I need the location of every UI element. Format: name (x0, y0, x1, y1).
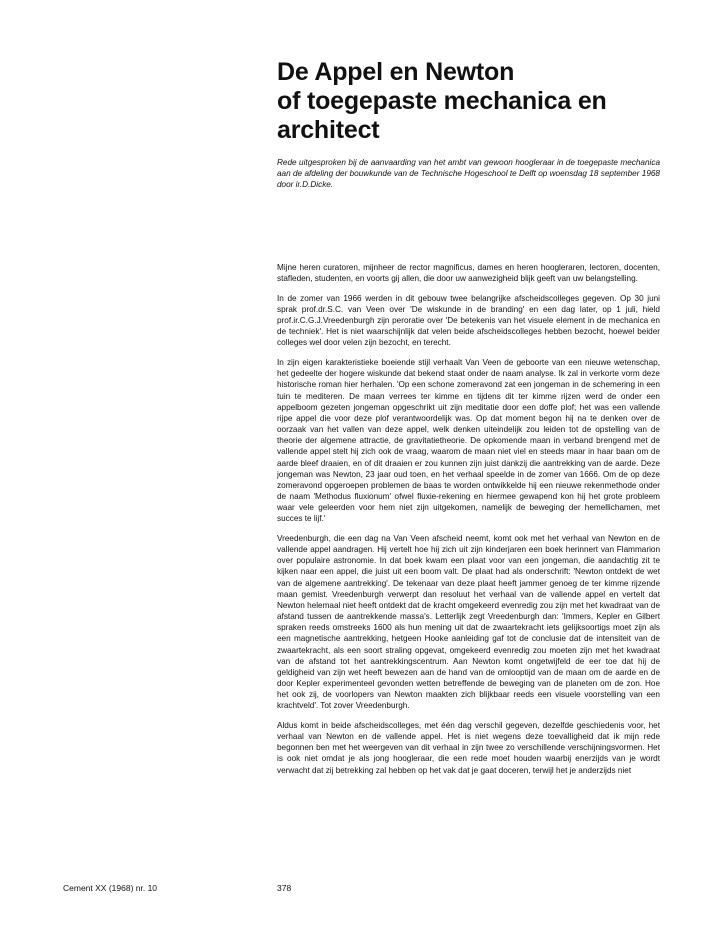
journal-reference: Cement XX (1968) nr. 10 (63, 883, 158, 893)
title-line: architect (277, 116, 380, 144)
body-paragraph: Mijne heren curatoren, mijnheer de rector magnificus, dames en heren hoogleraren, lectoren, docenten, stafleden, studenten, en voorts gij allen, die door uw aanwezigheid blijk geeft van uw belangstelling. (277, 263, 660, 284)
title-line: of toegepaste mechanica en (277, 87, 607, 115)
body-paragraph: Aldus komt in beide afscheidscolleges, met één dag verschil gegeven, dezelfde geschiedenis voor, het verhaal van Newton en de vallende appel. Het is niet wegens deze toevalligheid dat ik mijn rede begonnen ben met het weergeven van dit verhaal in zijn twee zo verschillende verschijningsvormen. Het is ook niet omdat je als jong hoogleraar, die een rede moet houden waarbij enerzijds van je wordt verwacht dat zij betrekking zal hebben op het vak dat je gaat doceren, terwijl het je anderzijds niet (277, 720, 660, 775)
article-body (277, 262, 660, 784)
article-title (277, 58, 697, 145)
title-line: De Appel en Newton (277, 58, 515, 86)
body-paragraph: In zijn eigen karakteristieke boeiende stijl verhaalt Van Veen de geboorte van een nieuwe wetenschap, het gedeelte der hogere wiskunde dat bekend staat onder de naam analyse. Ik zal in verkorte vorm deze historische roman hier herhalen. 'Op een schone zomeravond zat een jongeman in de schemering in een tuin te mediteren. De maan verrees ter kimme en tijdens dit ter kimme rijzen werd de onder een appelboom gezeten jongeman opgeschrikt uit zijn meditatie door een doffe plof; het was een vallende rijpe appel die voor deze plof verantwoordelijk was. Op dat moment begon hij na te denken over de oorzaak van het vallen van deze appel, welk denken uiteindelijk zou leiden tot de opstelling van de theorie der algemene attractie, de gravitatietheorie. De opkomende maan in verband brengend met de vallende appel stelt hij zich ook de vraag, waarom de maan niet viel en steeds maar in haar baan om de aarde bleef draaien, en of dit draaien er zou kunnen zijn juist dankzij die aantrekking van de aarde. Deze jongeman was Newton, 23 jaar oud toen, en het verhaal speelde in de zomer van 1666. Om de op deze zomeravond opgeroepen problemen de baas te worden ontwikkelde hij een nieuwe rekenmethode onder de naam 'Methodus fluxionum' ofwel fluxie-rekening en hiermee gewapend kon hij het grote probleem waar vele geleerden voor hem niet zijn uitgekomen, namelijk de beweging der hemellichamen, met succes te lijf.' (277, 358, 660, 524)
body-paragraph: In de zomer van 1966 werden in dit gebouw twee belangrijke afscheidscolleges gegeven. Op 30 juni sprak prof.dr.S.C. van Veen over 'De wiskunde in de branding' en een dag later, op 1 juli, hield prof.ir.C.G.J.Vreedenburgh zijn peroratie over 'De betekenis van het visuele element in de mechanica en de techniek'. Het is niet waarschijnlijk dat velen beide afscheidscolleges hebben bezocht, hoewel beider colleges wel door velen zijn bezocht, en terecht. (277, 293, 660, 348)
article-subtitle: Rede uitgesproken bij de aanvaarding van het ambt van gewoon hoogleraar in de toegepaste mechanica aan de afdeling der bouwkunde van de Technische Hogeschool te Delft op woensdag 18 september 1968 door ir.D.Dicke. (277, 158, 660, 190)
page-number: 378 (277, 883, 292, 893)
body-paragraph: Vreedenburgh, die een dag na Van Veen afscheid neemt, komt ook met het verhaal van Newton en de vallende appel aandragen. Hij vertelt hoe hij zich uit zijn kinderjaren een boek herinnert van Flammarion over populaire astronomie. In dat boek kwam een plaat voor van een jongeman, die aandachtig zit te kijken naar een appel, die juist uit een boom valt. De plaat had als onderschrift: 'Newton ontdekt de wet van de algemene aantrekking'. De tekenaar van deze plaat heeft jammer genoeg de ter kimme rijzende maan gemist. Vreedenburgh verwerpt dan resoluut het verhaal van de vallende appel en vertelt dat Newton helemaal niet heeft ontdekt dat de kracht omgekeerd evenredig zou zijn met het kwadraat van de afstand tussen de aantrekkende massa's. Letterlijk zegt Vreedenburgh dan: 'Immers, Kepler en Gilbert spraken reeds omstreeks 1600 als hun mening uit dat de zwaartekracht iets gelijksoortigs moet zijn als een magnetische aantrekking, hetgeen Hooke aanleiding gaf tot de conclusie dat de intensiteit van de zwaartekracht, als een soort straling opgevat, omgekeerd evenredig zou moeten zijn met het kwadraat van de afstand tot het aantrekkingscentrum. Aan Newton komt ongetwijfeld de eer toe dat hij de geldigheid van zijn wet heeft bewezen aan de hand van de omlooptijd van de maan om de aarde en de door Kepler experimenteel gevonden wetten betreffende de beweging van de planeten om de zon. Hoe het ook zij, de voorlopers van Newton maakten zich blijkbaar reeds een visuele voorstelling van een krachtveld'. Tot zover Vreedenburgh. (277, 533, 660, 711)
